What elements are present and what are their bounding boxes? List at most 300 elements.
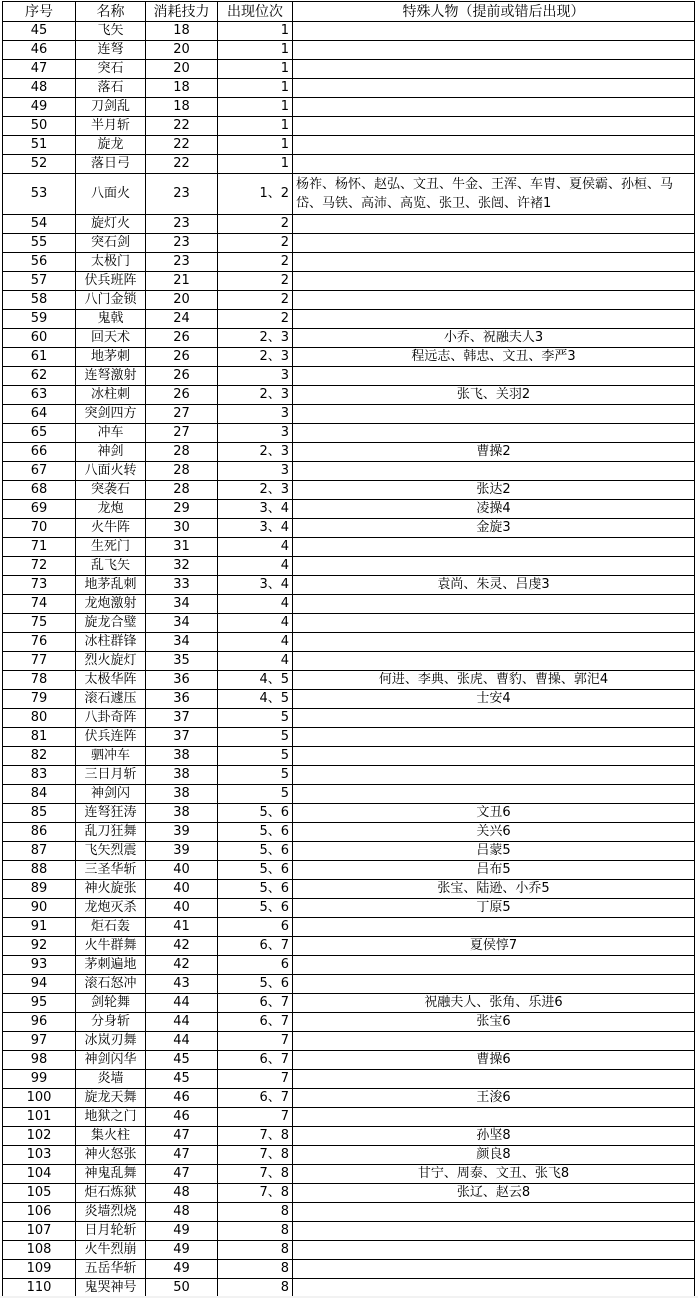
cell-special — [293, 253, 695, 272]
cell-special — [293, 98, 695, 117]
cell-position: 6、7 — [218, 1051, 293, 1070]
cell-index: 104 — [3, 1165, 76, 1184]
cell-cost: 47 — [146, 1127, 218, 1146]
table-row — [3, 253, 695, 272]
cell-cost: 34 — [146, 614, 218, 633]
table-row — [3, 424, 695, 443]
cell-index: 73 — [3, 576, 76, 595]
cell-special: 杨祚、杨怀、赵弘、文丑、牛金、王浑、车胄、夏侯霸、孙桓、马岱、马铁、高沛、高览、张卫、张闿、许褚1 — [293, 174, 695, 215]
cell-cost: 32 — [146, 557, 218, 576]
cell-position: 7 — [218, 1070, 293, 1089]
cell-cost: 38 — [146, 747, 218, 766]
table-row — [3, 462, 695, 481]
cell-position: 2、3 — [218, 348, 293, 367]
cell-position: 3、4 — [218, 519, 293, 538]
table-row — [3, 956, 695, 975]
cell-index: 60 — [3, 329, 76, 348]
cell-cost: 36 — [146, 671, 218, 690]
cell-name: 五岳华斩 — [76, 1260, 146, 1279]
cell-index: 97 — [3, 1032, 76, 1051]
cell-special — [293, 234, 695, 253]
cell-cost: 23 — [146, 215, 218, 234]
cell-position: 8 — [218, 1203, 293, 1222]
cell-cost: 49 — [146, 1260, 218, 1279]
cell-index: 61 — [3, 348, 76, 367]
cell-cost: 27 — [146, 405, 218, 424]
cell-special — [293, 633, 695, 652]
cell-cost: 22 — [146, 155, 218, 174]
table-row — [3, 155, 695, 174]
cell-index: 62 — [3, 367, 76, 386]
cell-name: 炎墙烈烧 — [76, 1203, 146, 1222]
cell-position: 2、3 — [218, 481, 293, 500]
cell-special: 金旋3 — [293, 519, 695, 538]
cell-cost: 20 — [146, 60, 218, 79]
cell-position: 3 — [218, 367, 293, 386]
table-row — [3, 500, 695, 519]
cell-name: 旋龙 — [76, 136, 146, 155]
cell-name: 太极华阵 — [76, 671, 146, 690]
table-header-row — [3, 2, 695, 22]
cell-index: 99 — [3, 1070, 76, 1089]
cell-name: 滚石遽压 — [76, 690, 146, 709]
cell-special — [293, 1070, 695, 1089]
cell-cost: 50 — [146, 1279, 218, 1298]
cell-cost: 28 — [146, 443, 218, 462]
table-row — [3, 1241, 695, 1260]
table-row — [3, 747, 695, 766]
cell-name: 神剑闪华 — [76, 1051, 146, 1070]
cell-position: 7、8 — [218, 1146, 293, 1165]
cell-name: 冲车 — [76, 424, 146, 443]
table-row — [3, 785, 695, 804]
cell-cost: 49 — [146, 1241, 218, 1260]
cell-position: 1 — [218, 155, 293, 174]
table-row — [3, 633, 695, 652]
cell-index: 85 — [3, 804, 76, 823]
table-row — [3, 367, 695, 386]
cell-name: 八面火 — [76, 174, 146, 215]
cell-index: 106 — [3, 1203, 76, 1222]
cell-index: 59 — [3, 310, 76, 329]
cell-special: 士安4 — [293, 690, 695, 709]
cell-position: 7、8 — [218, 1165, 293, 1184]
table-row — [3, 994, 695, 1013]
cell-name: 飞矢烈震 — [76, 842, 146, 861]
cell-name: 龙炮灭杀 — [76, 899, 146, 918]
cell-special — [293, 975, 695, 994]
cell-name: 冰柱群锋 — [76, 633, 146, 652]
cell-index: 100 — [3, 1089, 76, 1108]
cell-index: 91 — [3, 918, 76, 937]
cell-special — [293, 709, 695, 728]
table-row — [3, 671, 695, 690]
table-row — [3, 136, 695, 155]
cell-name: 八门金锁 — [76, 291, 146, 310]
table-row — [3, 60, 695, 79]
cell-position: 5 — [218, 709, 293, 728]
cell-cost: 20 — [146, 291, 218, 310]
cell-index: 69 — [3, 500, 76, 519]
cell-cost: 26 — [146, 348, 218, 367]
cell-special — [293, 1203, 695, 1222]
cell-special: 吕布5 — [293, 861, 695, 880]
table-row — [3, 595, 695, 614]
cell-index: 87 — [3, 842, 76, 861]
cell-special — [293, 956, 695, 975]
cell-name: 滚石怒冲 — [76, 975, 146, 994]
cell-cost: 37 — [146, 728, 218, 747]
cell-special — [293, 747, 695, 766]
cell-cost: 38 — [146, 766, 218, 785]
cell-name: 八面火转 — [76, 462, 146, 481]
cell-index: 67 — [3, 462, 76, 481]
cell-special — [293, 785, 695, 804]
cell-cost: 40 — [146, 861, 218, 880]
table-row — [3, 310, 695, 329]
cell-index: 110 — [3, 1279, 76, 1298]
cell-cost: 46 — [146, 1108, 218, 1127]
cell-special — [293, 117, 695, 136]
cell-position: 2 — [218, 310, 293, 329]
cell-cost: 49 — [146, 1222, 218, 1241]
cell-name: 神剑 — [76, 443, 146, 462]
cell-position: 4 — [218, 595, 293, 614]
cell-cost: 26 — [146, 367, 218, 386]
cell-position: 4 — [218, 538, 293, 557]
table-row — [3, 117, 695, 136]
cell-special: 曹操6 — [293, 1051, 695, 1070]
cell-index: 98 — [3, 1051, 76, 1070]
cell-name: 火牛烈崩 — [76, 1241, 146, 1260]
cell-special — [293, 291, 695, 310]
cell-position: 3、4 — [218, 500, 293, 519]
cell-position: 1、2 — [218, 174, 293, 215]
cell-cost: 40 — [146, 899, 218, 918]
table-row — [3, 1013, 695, 1032]
cell-position: 5、6 — [218, 842, 293, 861]
cell-index: 86 — [3, 823, 76, 842]
cell-name: 旋龙合璧 — [76, 614, 146, 633]
cell-special: 吕蒙5 — [293, 842, 695, 861]
cell-position: 2 — [218, 272, 293, 291]
cell-index: 47 — [3, 60, 76, 79]
cell-special — [293, 22, 695, 41]
cell-index: 92 — [3, 937, 76, 956]
cell-name: 伏兵连阵 — [76, 728, 146, 747]
table-row — [3, 481, 695, 500]
cell-index: 82 — [3, 747, 76, 766]
cell-index: 96 — [3, 1013, 76, 1032]
table-row — [3, 880, 695, 899]
cell-name: 落日弓 — [76, 155, 146, 174]
table-row — [3, 234, 695, 253]
header-special: 特殊人物（提前或错后出现） — [293, 2, 695, 22]
table-row — [3, 728, 695, 747]
cell-cost: 47 — [146, 1165, 218, 1184]
table-row — [3, 975, 695, 994]
cell-index: 89 — [3, 880, 76, 899]
cell-cost: 18 — [146, 79, 218, 98]
cell-cost: 18 — [146, 22, 218, 41]
cell-name: 旋灯火 — [76, 215, 146, 234]
header-position: 出现位次 — [218, 2, 293, 22]
table-row — [3, 41, 695, 60]
cell-cost: 23 — [146, 253, 218, 272]
cell-index: 102 — [3, 1127, 76, 1146]
cell-index: 83 — [3, 766, 76, 785]
table-row — [3, 1222, 695, 1241]
cell-name: 乱刀狂舞 — [76, 823, 146, 842]
cell-position: 4、5 — [218, 671, 293, 690]
cell-index: 66 — [3, 443, 76, 462]
cell-cost: 43 — [146, 975, 218, 994]
cell-name: 神鬼乱舞 — [76, 1165, 146, 1184]
cell-cost: 37 — [146, 709, 218, 728]
cell-index: 46 — [3, 41, 76, 60]
cell-name: 神火怒张 — [76, 1146, 146, 1165]
cell-index: 105 — [3, 1184, 76, 1203]
cell-cost: 18 — [146, 98, 218, 117]
cell-index: 94 — [3, 975, 76, 994]
cell-special — [293, 405, 695, 424]
cell-special — [293, 155, 695, 174]
table-row — [3, 1203, 695, 1222]
cell-cost: 42 — [146, 937, 218, 956]
cell-position: 5、6 — [218, 804, 293, 823]
table-row — [3, 386, 695, 405]
cell-index: 95 — [3, 994, 76, 1013]
cell-name: 回天术 — [76, 329, 146, 348]
cell-cost: 46 — [146, 1089, 218, 1108]
table-row — [3, 1127, 695, 1146]
cell-cost: 38 — [146, 785, 218, 804]
cell-name: 太极门 — [76, 253, 146, 272]
cell-special — [293, 79, 695, 98]
table-row — [3, 1165, 695, 1184]
cell-index: 54 — [3, 215, 76, 234]
cell-name: 剑轮舞 — [76, 994, 146, 1013]
table-row — [3, 291, 695, 310]
cell-name: 突石 — [76, 60, 146, 79]
cell-special — [293, 41, 695, 60]
cell-position: 5、6 — [218, 880, 293, 899]
cell-position: 5 — [218, 785, 293, 804]
cell-name: 炎墙 — [76, 1070, 146, 1089]
cell-special — [293, 1260, 695, 1279]
cell-cost: 31 — [146, 538, 218, 557]
cell-index: 51 — [3, 136, 76, 155]
cell-name: 冰岚刃舞 — [76, 1032, 146, 1051]
cell-position: 6 — [218, 956, 293, 975]
cell-position: 1 — [218, 136, 293, 155]
cell-position: 4 — [218, 614, 293, 633]
cell-index: 53 — [3, 174, 76, 215]
cell-index: 63 — [3, 386, 76, 405]
cell-index: 90 — [3, 899, 76, 918]
cell-position: 1 — [218, 22, 293, 41]
table-row — [3, 557, 695, 576]
header-name: 名称 — [76, 2, 146, 22]
cell-position: 4 — [218, 652, 293, 671]
cell-position: 5、6 — [218, 823, 293, 842]
cell-cost: 48 — [146, 1184, 218, 1203]
cell-special — [293, 136, 695, 155]
cell-name: 神火旋张 — [76, 880, 146, 899]
cell-position: 3 — [218, 462, 293, 481]
cell-special — [293, 652, 695, 671]
cell-name: 三日月斩 — [76, 766, 146, 785]
cell-special — [293, 1108, 695, 1127]
cell-cost: 23 — [146, 174, 218, 215]
cell-special: 颜良8 — [293, 1146, 695, 1165]
cell-name: 连弩 — [76, 41, 146, 60]
cell-cost: 29 — [146, 500, 218, 519]
cell-index: 56 — [3, 253, 76, 272]
cell-position: 5、6 — [218, 899, 293, 918]
table-row — [3, 576, 695, 595]
cell-cost: 47 — [146, 1146, 218, 1165]
cell-name: 三圣华斩 — [76, 861, 146, 880]
cell-special — [293, 728, 695, 747]
cell-cost: 42 — [146, 956, 218, 975]
cell-cost: 40 — [146, 880, 218, 899]
cell-name: 炬石炼狱 — [76, 1184, 146, 1203]
cell-position: 6 — [218, 918, 293, 937]
cell-special — [293, 1222, 695, 1241]
table-row — [3, 443, 695, 462]
cell-special — [293, 462, 695, 481]
cell-index: 101 — [3, 1108, 76, 1127]
cell-index: 88 — [3, 861, 76, 880]
cell-special — [293, 614, 695, 633]
cell-index: 57 — [3, 272, 76, 291]
cell-index: 72 — [3, 557, 76, 576]
table-row — [3, 709, 695, 728]
cell-special: 关兴6 — [293, 823, 695, 842]
cell-position: 1 — [218, 60, 293, 79]
cell-index: 109 — [3, 1260, 76, 1279]
cell-cost: 39 — [146, 823, 218, 842]
cell-index: 71 — [3, 538, 76, 557]
cell-special — [293, 272, 695, 291]
table-row — [3, 272, 695, 291]
cell-cost: 26 — [146, 329, 218, 348]
cell-index: 107 — [3, 1222, 76, 1241]
cell-cost: 27 — [146, 424, 218, 443]
cell-index: 75 — [3, 614, 76, 633]
cell-position: 5 — [218, 728, 293, 747]
cell-name: 火牛阵 — [76, 519, 146, 538]
cell-position: 3 — [218, 424, 293, 443]
cell-position: 2 — [218, 234, 293, 253]
cell-name: 鬼哭神号 — [76, 1279, 146, 1298]
cell-position: 3、4 — [218, 576, 293, 595]
table-row — [3, 1108, 695, 1127]
cell-cost: 33 — [146, 576, 218, 595]
cell-special — [293, 367, 695, 386]
cell-position: 1 — [218, 41, 293, 60]
cell-cost: 24 — [146, 310, 218, 329]
table-row — [3, 98, 695, 117]
cell-index: 52 — [3, 155, 76, 174]
table-row — [3, 1184, 695, 1203]
cell-index: 50 — [3, 117, 76, 136]
cell-name: 火牛群舞 — [76, 937, 146, 956]
cell-cost: 39 — [146, 842, 218, 861]
cell-name: 地茅乱刺 — [76, 576, 146, 595]
cell-special — [293, 60, 695, 79]
cell-name: 连弩狂涛 — [76, 804, 146, 823]
cell-name: 分身斩 — [76, 1013, 146, 1032]
cell-name: 飞矢 — [76, 22, 146, 41]
cell-name: 突石剑 — [76, 234, 146, 253]
table-row — [3, 329, 695, 348]
cell-position: 8 — [218, 1260, 293, 1279]
table-row — [3, 823, 695, 842]
cell-position: 5 — [218, 766, 293, 785]
cell-name: 炬石轰 — [76, 918, 146, 937]
cell-special: 祝融夫人、张角、乐进6 — [293, 994, 695, 1013]
cell-cost: 30 — [146, 519, 218, 538]
cell-special: 文丑6 — [293, 804, 695, 823]
cell-index: 65 — [3, 424, 76, 443]
cell-special — [293, 215, 695, 234]
cell-index: 84 — [3, 785, 76, 804]
cell-position: 4、5 — [218, 690, 293, 709]
cell-position: 6、7 — [218, 1089, 293, 1108]
cell-position: 4 — [218, 633, 293, 652]
cell-cost: 45 — [146, 1051, 218, 1070]
cell-special: 程远志、韩忠、文丑、李严3 — [293, 348, 695, 367]
cell-position: 5、6 — [218, 975, 293, 994]
cell-index: 45 — [3, 22, 76, 41]
cell-name: 旋龙天舞 — [76, 1089, 146, 1108]
cell-special: 何进、李典、张虎、曹豹、曹操、郭汜4 — [293, 671, 695, 690]
cell-cost: 41 — [146, 918, 218, 937]
cell-name: 神剑闪 — [76, 785, 146, 804]
table-row — [3, 614, 695, 633]
cell-cost: 38 — [146, 804, 218, 823]
cell-special: 张辽、赵云8 — [293, 1184, 695, 1203]
table-row — [3, 1260, 695, 1279]
cell-cost: 28 — [146, 481, 218, 500]
table-row — [3, 690, 695, 709]
cell-position: 8 — [218, 1279, 293, 1298]
cell-name: 落石 — [76, 79, 146, 98]
table-row — [3, 1146, 695, 1165]
cell-special — [293, 538, 695, 557]
cell-name: 连弩激射 — [76, 367, 146, 386]
table-row — [3, 899, 695, 918]
cell-special: 袁尚、朱灵、吕虔3 — [293, 576, 695, 595]
cell-cost: 34 — [146, 633, 218, 652]
cell-special: 张宝6 — [293, 1013, 695, 1032]
cell-special: 小乔、祝融夫人3 — [293, 329, 695, 348]
cell-name: 生死门 — [76, 538, 146, 557]
cell-position: 5 — [218, 747, 293, 766]
cell-position: 6、7 — [218, 937, 293, 956]
cell-index: 64 — [3, 405, 76, 424]
cell-cost: 21 — [146, 272, 218, 291]
cell-index: 81 — [3, 728, 76, 747]
cell-name: 龙炮激射 — [76, 595, 146, 614]
cell-name: 集火柱 — [76, 1127, 146, 1146]
cell-position: 2 — [218, 253, 293, 272]
table-row — [3, 215, 695, 234]
cell-position: 5、6 — [218, 861, 293, 880]
cell-special: 甘宁、周泰、文丑、张飞8 — [293, 1165, 695, 1184]
